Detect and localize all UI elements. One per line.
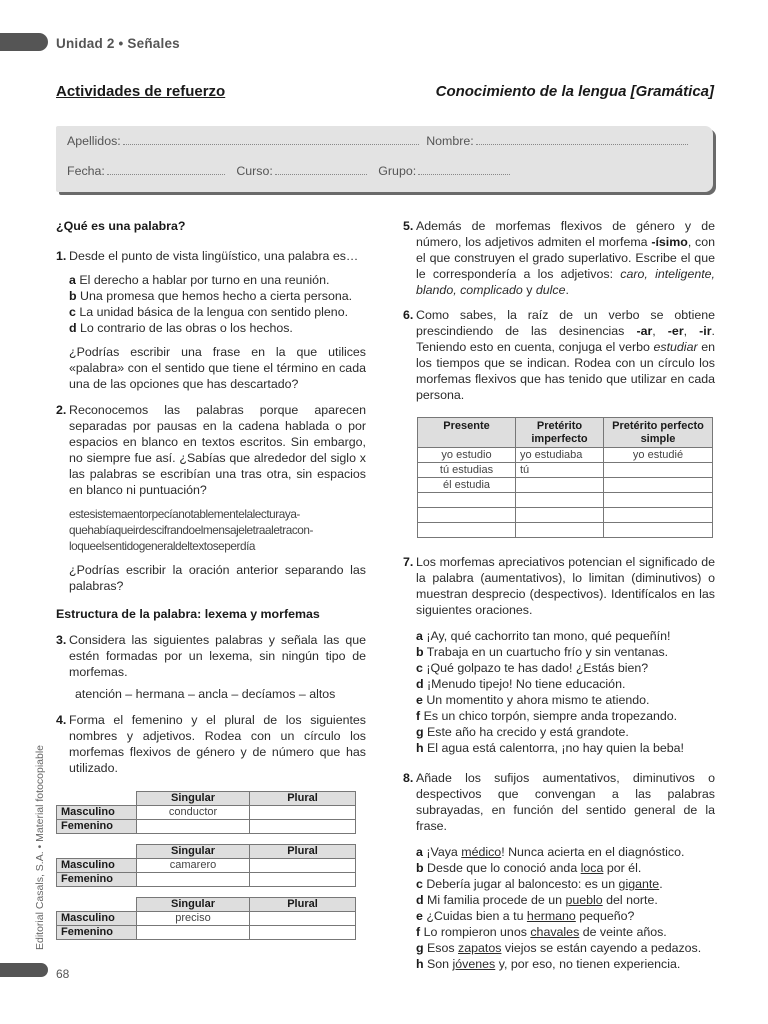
grupo-label: Grupo: bbox=[378, 164, 417, 178]
page-tab-decoration bbox=[0, 963, 48, 977]
answer-cell[interactable] bbox=[250, 806, 356, 820]
exercise-8-items bbox=[403, 844, 715, 972]
answer-cell[interactable] bbox=[137, 820, 250, 834]
sentence-item: h Son jóvenes y, por eso, no tienen experiencia. bbox=[416, 957, 681, 971]
student-info-box bbox=[56, 126, 713, 192]
sentence-item: d Mi familia procede de un pueblo del norte. bbox=[416, 893, 658, 907]
sentence-item: h El agua está calentorra, ¡no hay quien la beba! bbox=[416, 741, 684, 755]
sentence-item: g Este año ha crecido y está grandote. bbox=[416, 725, 629, 739]
exercise-1 bbox=[56, 248, 366, 264]
answer-cell[interactable] bbox=[604, 463, 713, 478]
option-item: c La unidad básica de la lengua con sentido pleno. bbox=[69, 305, 349, 319]
answer-cell[interactable] bbox=[604, 508, 713, 523]
sentence-item: f Es un chico torpón, siempre anda tropezando. bbox=[416, 709, 678, 723]
underlined-word: hermano bbox=[526, 909, 576, 923]
word-cell: conductor bbox=[137, 806, 250, 820]
answer-cell[interactable] bbox=[250, 873, 356, 887]
exercise-2 bbox=[56, 402, 366, 498]
gender-number-table: Singular Plural Masculino conductor Femenino bbox=[56, 791, 356, 834]
underlined-word: médico bbox=[461, 845, 502, 859]
option-item: d Lo contrario de las obras o los hechos. bbox=[69, 321, 293, 335]
grupo-field[interactable] bbox=[418, 165, 510, 175]
sentence-item: c Debería jugar al baloncesto: es un gigante. bbox=[416, 877, 663, 891]
sentence-item: d ¡Menudo tipejo! No tiene educación. bbox=[416, 677, 626, 691]
exercise-number: 4. bbox=[56, 713, 67, 727]
exercise-7-items bbox=[403, 628, 715, 756]
answer-cell[interactable] bbox=[516, 523, 604, 538]
fecha-label: Fecha: bbox=[67, 164, 105, 178]
word-list: atención – hermana – ancla – decíamos – altos bbox=[75, 687, 336, 701]
exercise-number: 8. bbox=[403, 771, 414, 785]
answer-cell[interactable] bbox=[250, 820, 356, 834]
exercise-text: Reconocemos las palabras porque aparecen separadas por pausas en la cadena hablada o por espacios en blanco en textos escritos. Sin embargo, no siempre fue así. ¿Sabías que alrededor del siglo x las palabras se escribían una tras otra, sin espacios en blanco ni puntuación? bbox=[69, 403, 366, 497]
exercise-2-question: ¿Podrías escribir la oración anterior separando las palabras? bbox=[69, 563, 366, 593]
option-item: b Una promesa que hemos hecho a cierta persona. bbox=[69, 289, 353, 303]
option-item: a El derecho a hablar por turno en una reunión. bbox=[69, 273, 330, 287]
nombre-field[interactable] bbox=[476, 135, 688, 145]
underlined-word: jóvenes bbox=[452, 957, 496, 971]
curso-field[interactable] bbox=[275, 165, 367, 175]
exercise-number: 5. bbox=[403, 219, 414, 233]
section-heading-palabra: ¿Qué es una palabra? bbox=[56, 219, 186, 233]
apellidos-label: Apellidos: bbox=[67, 134, 121, 148]
sentence-item: e Un momentito y ahora mismo te atiendo. bbox=[416, 693, 650, 707]
underlined-word: pueblo bbox=[565, 893, 603, 907]
sentence-item: b Desde que lo conoció anda loca por él. bbox=[416, 861, 642, 875]
answer-cell[interactable] bbox=[137, 926, 250, 940]
curso-label: Curso: bbox=[236, 164, 273, 178]
sentence-item: a ¡Ay, qué cachorrito tan mono, qué pequeñín! bbox=[416, 629, 671, 643]
gender-number-table: Singular Plural Masculino camarero Femenino bbox=[56, 844, 356, 887]
answer-cell[interactable] bbox=[250, 926, 356, 940]
exercise-number: 1. bbox=[56, 249, 67, 263]
sentence-item: e ¿Cuidas bien a tu hermano pequeño? bbox=[416, 909, 635, 923]
activities-title: Actividades de refuerzo bbox=[56, 83, 226, 100]
form-row-1 bbox=[67, 133, 688, 149]
underlined-word: chavales bbox=[530, 925, 580, 939]
apellidos-field[interactable] bbox=[123, 135, 419, 145]
exercise-7 bbox=[403, 554, 715, 618]
exercise-number: 3. bbox=[56, 633, 67, 647]
answer-cell[interactable] bbox=[604, 478, 713, 493]
gender-number-table: Singular Plural Masculino preciso Femenino bbox=[56, 897, 356, 940]
condensed-sentence: estesistemaentorpecíanotablementelalecturaya- quehabíaqueirdescifrandoelmensajeletraaletracon- loqueelsentidogeneraldeltextoseperdía bbox=[69, 507, 314, 553]
underlined-word: zapatos bbox=[458, 941, 502, 955]
answer-cell[interactable] bbox=[604, 493, 713, 508]
underlined-word: loca bbox=[580, 861, 604, 875]
answer-cell[interactable] bbox=[516, 478, 604, 493]
exercise-number: 2. bbox=[56, 403, 67, 417]
exercise-number: 6. bbox=[403, 308, 414, 322]
exercise-6: 6. Como sabes, la raíz de un verbo se obtiene prescindiendo de las desinencias -ar, -er, -ir. Teniendo esto en cuenta, conjuga el verbo estudiar en los tiempos que se indican. Rodea con un círculo los morfemas flexivos que has tenido que utilizar en cada persona. bbox=[403, 308, 715, 402]
answer-cell[interactable] bbox=[250, 859, 356, 873]
word-cell: camarero bbox=[137, 859, 250, 873]
exercise-1-options bbox=[56, 272, 366, 336]
exercise-text: Los morfemas apreciativos potencian el significado de la palabra (aumentativos), lo limitan (diminutivos) o muestran desprecio (despectivos). Identifícalos en las siguientes oraciones. bbox=[416, 555, 715, 617]
answer-cell[interactable] bbox=[418, 508, 516, 523]
form-row-2 bbox=[67, 163, 510, 179]
section-heading-estructura: Estructura de la palabra: lexema y morfemas bbox=[56, 607, 320, 621]
exercise-text: Considera las siguientes palabras y señala las que estén formadas por un lexema, sin ningún tipo de morfemas. bbox=[69, 633, 366, 679]
nombre-label: Nombre: bbox=[426, 134, 474, 148]
answer-cell[interactable] bbox=[418, 493, 516, 508]
sentence-item: c ¡Qué golpazo te has dado! ¿Estás bien? bbox=[416, 661, 649, 675]
exercise-3 bbox=[56, 632, 366, 680]
exercise-1-question: ¿Podrías escribir una frase en la que utilices «palabra» con el sentido que tiene el término en cada una de las opciones que has descartado? bbox=[69, 345, 366, 391]
answer-cell[interactable] bbox=[137, 873, 250, 887]
section-title: Conocimiento de la lengua [Gramática] bbox=[435, 83, 714, 100]
exercise-text: Forma el femenino y el plural de los siguientes nombres y adjetivos. Rodea con un círculo los morfemas flexivos de género y de número que has utilizado. bbox=[69, 713, 366, 775]
sentence-item: b Trabaja en un cuartucho frío y sin ventanas. bbox=[416, 645, 669, 659]
unit-title: Unidad 2 • Señales bbox=[56, 36, 180, 51]
fecha-field[interactable] bbox=[107, 165, 225, 175]
underlined-word: gigante bbox=[618, 877, 660, 891]
sentence-item: a ¡Vaya médico! Nunca acierta en el diagnóstico. bbox=[416, 845, 685, 859]
answer-cell[interactable] bbox=[516, 493, 604, 508]
sentence-item: g Esos zapatos viejos se están cayendo a pedazos. bbox=[416, 941, 702, 955]
page-number: 68 bbox=[56, 967, 70, 981]
answer-cell[interactable] bbox=[418, 523, 516, 538]
exercise-number: 7. bbox=[403, 555, 414, 569]
answer-cell[interactable] bbox=[516, 508, 604, 523]
right-column bbox=[403, 218, 715, 972]
exercise-text: Desde el punto de vista lingüístico, una palabra es… bbox=[69, 249, 359, 263]
publisher-side-text: Editorial Casals, S.A. • Material fotocopiable bbox=[34, 744, 46, 950]
unit-tab-decoration bbox=[0, 33, 48, 51]
sentence-item: f Lo rompieron unos chavales de veinte años. bbox=[416, 925, 667, 939]
exercise-5: 5. Además de morfemas flexivos de género y de número, los adjetivos admiten el morfema -ísimo, con el que construyen el grado superlativo. Escribe el que le correspondería a los adjetivos: caro, inteligente, blando, complicado y dulce. bbox=[403, 219, 716, 297]
word-cell: preciso bbox=[137, 912, 250, 926]
answer-cell[interactable] bbox=[604, 523, 713, 538]
conjugation-table: Presente Pretérito imperfecto Pretérito perfecto simple yo estudio yo estudiaba yo estudié tú estudias tú él estudia bbox=[417, 417, 713, 538]
left-column bbox=[56, 218, 366, 940]
answer-cell[interactable] bbox=[250, 912, 356, 926]
exercise-8 bbox=[403, 770, 715, 834]
exercise-4 bbox=[56, 712, 366, 776]
exercise-text: Añade los sufijos aumentativos, diminutivos o despectivos que convengan a las palabras subrayadas, en función del sentido general de la frase. bbox=[416, 771, 715, 833]
